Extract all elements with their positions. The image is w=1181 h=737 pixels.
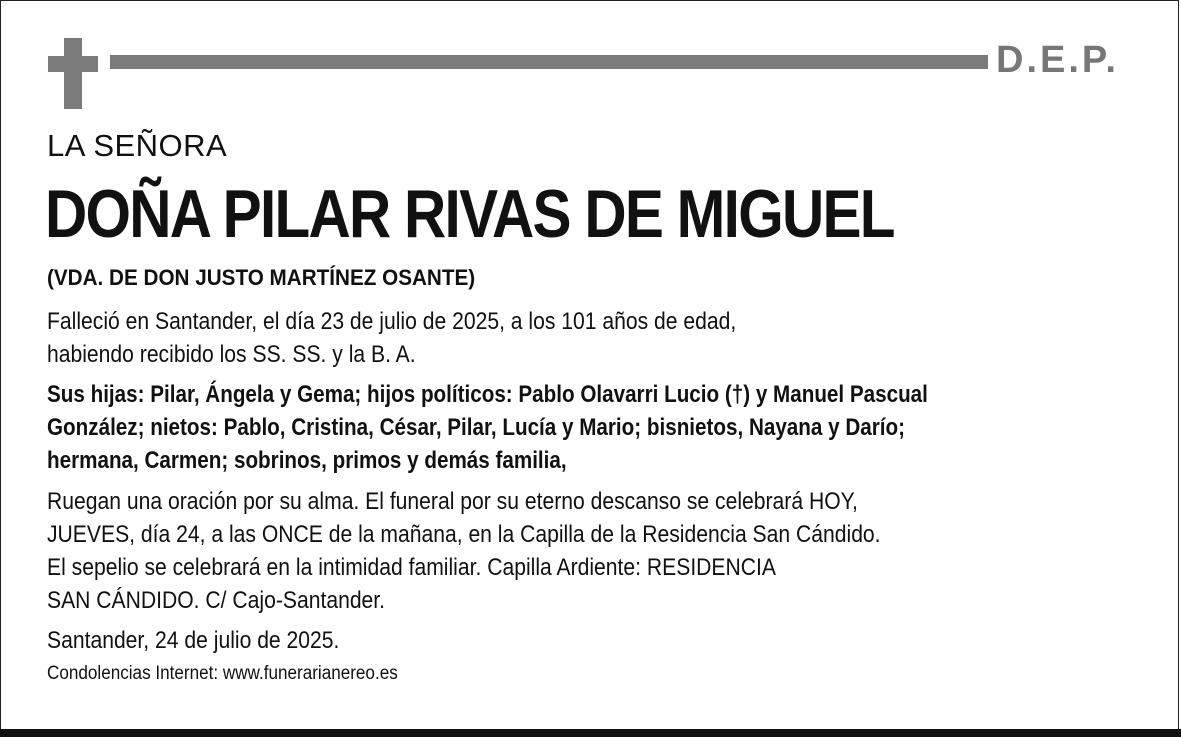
place-date: Santander, 24 de julio de 2025. — [47, 627, 340, 654]
death-line: habiendo recibido los SS. SS. y la B. A. — [47, 341, 416, 368]
family-line: Sus hijas: Pilar, Ángela y Gema; hijos políticos: Pablo Olavarri Lucio (†) y Manuel Pascual — [47, 381, 928, 408]
family-paragraph — [47, 378, 928, 477]
funeral-line: El sepelio se celebrará en la intimidad familiar. Capilla Ardiente: RESIDENCIA — [47, 554, 776, 581]
title-prefix: LA SEÑORA — [47, 128, 228, 163]
dep-label: D.E.P. — [996, 39, 1119, 81]
family-line: González; nietos: Pablo, Cristina, César, Pilar, Lucía y Mario; bisnietos, Nayana y Darío; — [47, 414, 905, 441]
bottom-rule — [0, 729, 1181, 737]
death-paragraph — [47, 305, 736, 371]
funeral-line: Ruegan una oración por su alma. El funeral por su eterno descanso se celebrará HOY, — [47, 488, 858, 515]
funeral-line: JUEVES, día 24, a las ONCE de la mañana, en la Capilla de la Residencia San Cándido. — [47, 521, 881, 548]
cross-icon — [48, 38, 98, 109]
condolences-line: Condolencias Internet: www.funerarianereo.es — [47, 663, 398, 684]
family-line: hermana, Carmen; sobrinos, primos y demás familia, — [47, 447, 567, 474]
death-line: Falleció en Santander, el día 23 de julio de 2025, a los 101 años de edad, — [47, 308, 737, 335]
widow-of-line: (VDA. DE DON JUSTO MARTÍNEZ OSANTE) — [47, 265, 476, 290]
deceased-name: DOÑA PILAR RIVAS DE MIGUEL — [45, 176, 894, 252]
funeral-line: SAN CÁNDIDO. C/ Cajo-Santander. — [47, 587, 386, 614]
funeral-paragraph — [47, 485, 881, 617]
header-rule — [110, 55, 988, 69]
